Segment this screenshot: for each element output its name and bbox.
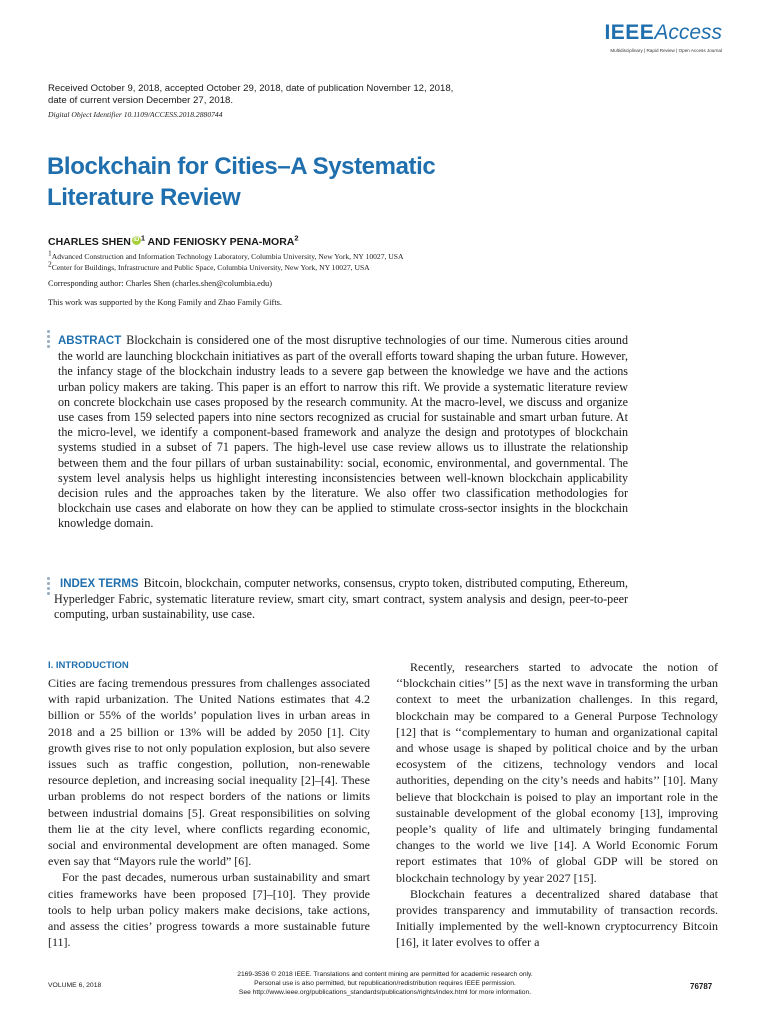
journal-name-bold: IEEE bbox=[604, 21, 655, 44]
index-terms-text: Bitcoin, blockchain, computer networks, consensus, crypto token, distributed computing, Ethereum, Hyperledger Fabric, systematic literature review, smart city, smart contract, system analysis and design, peer-to-peer computing, urban sustainability, use case. bbox=[54, 576, 629, 622]
title-line-1: Blockchain for Cities–A Systematic bbox=[47, 153, 436, 180]
journal-name bbox=[592, 22, 722, 44]
corresponding-author: Corresponding author: Charles Shen (charles.shen@columbia.edu) bbox=[48, 279, 273, 288]
license-line-3[interactable]: See http://www.ieee.org/publications_standards/publications/rights/index.html for more information. bbox=[238, 989, 532, 996]
paragraph: Cities are facing tremendous pressures from challenges associated with rapid urbanization. The United Nations estimates that 4.2 billion or 55% of the worlds’ population lives in urban areas in 2018 and a 25 billion or 13% will be added by 2050 [1]. City growth gives rise to not only population explosion, but also severe issues such as traffic congestion, pollution, non-renewable resource depletion, and increasing social inequality [2]–[4]. These urban problems do not respect borders of the nations or limits between industrial domains [5]. Great responsibilities on solving them lie at the city level, where conflicts regarding economic, social and environmental development are often managed. Some even say that “Mayors rule the world” [6]. bbox=[48, 676, 370, 869]
journal-logo bbox=[592, 22, 722, 53]
footer-volume: VOLUME 6, 2018 bbox=[48, 982, 102, 989]
received-line-2: date of current version December 27, 2018. bbox=[48, 94, 234, 106]
received-line-1: Received October 9, 2018, accepted October 29, 2018, date of publication November 12, 2018, bbox=[48, 83, 454, 94]
index-terms-dots-icon bbox=[47, 577, 51, 597]
paragraph: Blockchain features a decentralized shared database that provides transparency and immutability of transaction records. Initially implemented by the well-known cryptocurrency Bitcoin [16], it later evolves to offer a bbox=[396, 886, 718, 950]
body-column-left bbox=[48, 675, 370, 950]
affiliation-2-text: Center for Buildings, Infrastructure and Public Space, Columbia University, New York, NY 10027, USA bbox=[51, 262, 370, 272]
title-line-2: Literature Review bbox=[47, 184, 241, 211]
abstract bbox=[58, 333, 628, 532]
footer-license bbox=[190, 970, 580, 997]
affiliation-1-text: Advanced Construction and Information Technology Laboratory, Columbia University, New York, NY 10027, USA bbox=[51, 252, 404, 261]
affiliation-1 bbox=[48, 248, 404, 263]
index-terms bbox=[54, 576, 628, 623]
abstract-text: Blockchain is considered one of the most disruptive technologies of our time. Numerous cities around the world are launching blockchain initiatives as part of the overall efforts toward shaping the urban future. However, the infancy stage of the blockchain industry leads to a severe gap between the knowledge we have and the actions urban policy makers are taking. This paper is an effort to narrow this rift. We provide a systematic literature review on concrete blockchain use cases proposed by the research community. At the macro-level, we discuss and organize use cases from 159 selected papers into nine sectors recognized as crucial for sustainable and smart urban future. At the micro-level, we identify a component-based framework and analyze the design and prototypes of blockchain systems studied in a subset of 71 papers. The high-level use case review allows us to illustrate the relationship between them and the four pillars of urban sustainability: social, economic, environmental, and governmental. The system level analysis helps us highlight interesting inconsistencies between well-known blockchain applicability decision rules and the approaches taken by the literature. We also offer two classification methodologies for blockchain use cases and elaborate on how they can be applied to stimulate cross-sector insights in the blockchain knowledge domain. bbox=[58, 333, 628, 531]
affiliations bbox=[48, 248, 404, 273]
affiliation-2 bbox=[48, 258, 404, 274]
license-line-1: 2169-3536 © 2018 IEEE. Translations and content mining are permitted for academic research only. bbox=[237, 971, 533, 978]
section-heading-introduction: I. INTRODUCTION bbox=[48, 660, 129, 671]
index-terms-heading: INDEX TERMS bbox=[60, 578, 139, 590]
paper-title bbox=[47, 151, 567, 213]
funding-note: This work was supported by the Kong Family and Zhao Family Gifts. bbox=[48, 298, 283, 307]
authors bbox=[48, 233, 299, 248]
author-1: CHARLES SHEN bbox=[48, 236, 131, 248]
paragraph: Recently, researchers started to advocate the notion of ‘‘blockchain cities’’ [5] as the next wave in transforming the urban context to meet the urbanization challenges. In this regard, blockchain may be compared to a General Purpose Technology [12] that is ‘‘complementary to human and organizational capital and whose usage is shaped by political choice and by the urban ecosystem of the citizens, technology vendors and local authorities, depending on the city’s needs and habits’’ [10]. Many believe that blockchain is poised to play an important role in the sustainable development of the global economy [13], improving people’s quality of life and ultimately bringing fundamental changes to the world we live [14]. A World Economic Forum report estimates that 10% of global GDP will be stored on blockchain technology by year 2027 [15]. bbox=[396, 660, 718, 885]
affiliation-1-sup: 1 bbox=[48, 248, 52, 258]
journal-name-italic: Access bbox=[654, 21, 722, 44]
abstract-heading: ABSTRACT bbox=[58, 335, 122, 347]
author-1-sup: 1 bbox=[140, 233, 146, 243]
paragraph: For the past decades, numerous urban sustainability and smart cities frameworks have been proposed [7]–[10]. They provide tools to help urban policy makers make decisions, take actions, and assess the cities’ progress towards a more sustainable future [11]. bbox=[48, 870, 370, 950]
body-column-right bbox=[396, 659, 718, 951]
license-line-2: Personal use is also permitted, but republication/redistribution requires IEEE permission. bbox=[254, 980, 516, 987]
page-number: 76787 bbox=[690, 982, 713, 991]
author-2: AND FENIOSKY PENA-MORA bbox=[145, 236, 295, 248]
journal-tagline: Multidisciplinary | Rapid Review | Open Access Journal bbox=[610, 48, 722, 53]
doi: Digital Object Identifier 10.1109/ACCESS.2018.2880744 bbox=[48, 110, 223, 119]
received-dates bbox=[48, 83, 478, 106]
abstract-dots-icon bbox=[47, 330, 51, 350]
author-2-sup: 2 bbox=[294, 233, 299, 243]
affiliation-2-sup: 2 bbox=[48, 258, 52, 268]
orcid-icon[interactable]: iD bbox=[133, 237, 140, 243]
